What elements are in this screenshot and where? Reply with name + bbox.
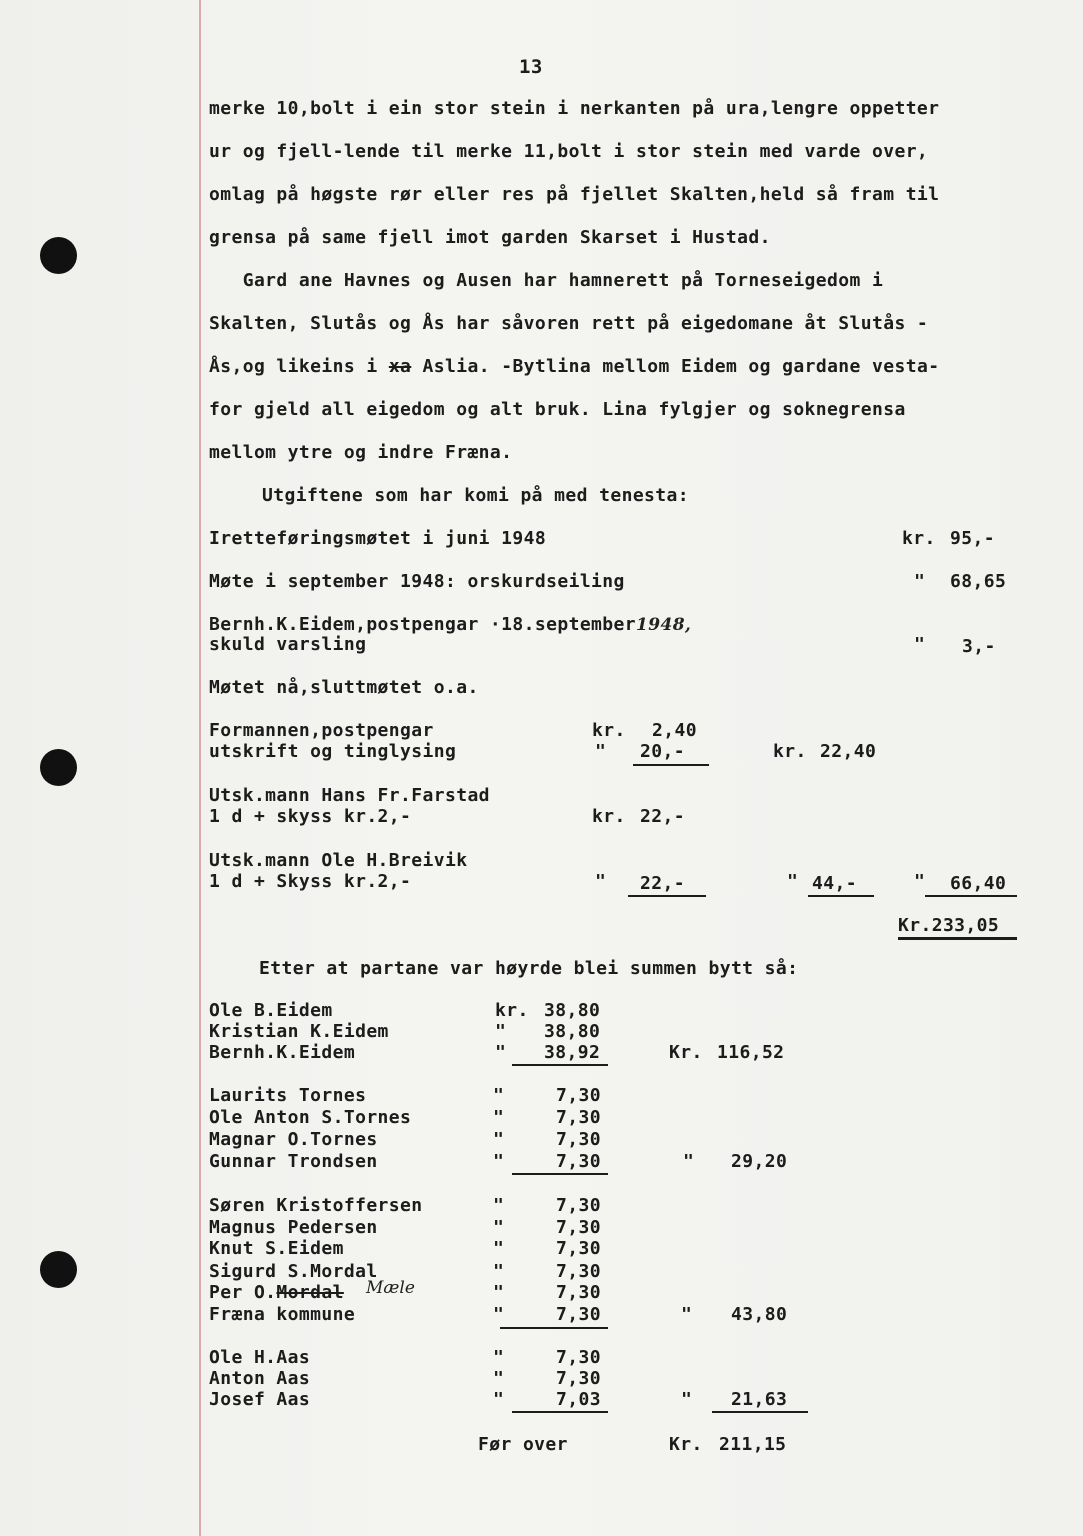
share-amount: 7,30 <box>556 1304 601 1325</box>
party-name: Fræna kommune <box>209 1304 356 1325</box>
currency-symbol: kr. <box>495 1000 529 1021</box>
ditto-mark: " <box>493 1389 505 1410</box>
underline <box>628 895 706 897</box>
party-name: Sigurd S.Mordal <box>209 1261 378 1282</box>
ditto-mark: " <box>493 1195 505 1216</box>
expense-text: Iretteføringsmøtet i juni 1948 <box>209 528 547 549</box>
party-name: Gunnar Trondsen <box>209 1151 378 1172</box>
ditto-mark: " <box>493 1347 505 1368</box>
ditto-mark: " <box>493 1107 505 1128</box>
currency-symbol: kr. <box>592 806 626 827</box>
share-amount: 7,30 <box>556 1217 601 1238</box>
text-segment: Aslia. -Bytlina mellom Eidem og gardane vesta- <box>422 356 940 377</box>
share-amount: 7,30 <box>556 1107 601 1128</box>
struck-text: Mordal <box>276 1282 344 1303</box>
punch-hole <box>40 749 77 786</box>
currency-symbol: kr. <box>773 741 807 762</box>
text-line: Møtet nå,sluttmøtet o.a. <box>209 677 479 698</box>
share-amount: 7,30 <box>556 1261 601 1282</box>
text-segment: Per O. <box>209 1282 277 1303</box>
subtotal-amount: 22,40 <box>820 741 877 762</box>
carry-over-amount: 211,15 <box>719 1434 787 1455</box>
ditto-mark: " <box>787 871 799 892</box>
ditto-mark: " <box>914 871 926 892</box>
underline <box>808 895 874 897</box>
subtotal-amount: 21,63 <box>731 1389 788 1410</box>
ditto-mark: " <box>595 871 607 892</box>
expense-amount: 20,- <box>640 741 685 762</box>
carry-over-label: Før over <box>478 1434 568 1455</box>
ditto-mark: " <box>493 1129 505 1150</box>
underline <box>512 1173 608 1175</box>
party-name: Magnus Pedersen <box>209 1217 378 1238</box>
share-amount: 7,30 <box>556 1085 601 1106</box>
ditto-mark: " <box>493 1238 505 1259</box>
text-line: omlag på høgste rør eller res på fjellet Skalten,held så fram til <box>209 184 940 205</box>
grand-total: Kr.233,05 <box>898 915 1000 936</box>
text-line: for gjeld all eigedom og alt bruk. Lina fylgjer og soknegrensa <box>209 399 906 420</box>
party-name: Bernh.K.Eidem <box>209 1042 356 1063</box>
party-name: Søren Kristoffersen <box>209 1195 423 1216</box>
share-amount: 38,80 <box>544 1021 601 1042</box>
expense-text: 1 d + skyss kr.2,- <box>209 806 412 827</box>
expense-amount: 3,- <box>962 636 996 657</box>
expense-text: Utsk.mann Ole H.Breivik <box>209 850 468 871</box>
text-segment: Bernh.K.Eidem,postpengar ·18.september <box>209 614 637 635</box>
party-name: Ole Anton S.Tornes <box>209 1107 412 1128</box>
subtotal-amount: 43,80 <box>731 1304 788 1325</box>
expense-text: skuld varsling <box>209 634 367 655</box>
subtotal-amount: 29,20 <box>731 1151 788 1172</box>
party-name: Josef Aas <box>209 1389 311 1410</box>
underline <box>512 1064 608 1066</box>
expense-amount: 22,- <box>640 806 685 827</box>
text-segment: Ås,og likeins i <box>209 356 378 377</box>
ditto-mark: " <box>493 1217 505 1238</box>
total-amount: 66,40 <box>950 873 1007 894</box>
subtotal-amount: 44,- <box>812 873 857 894</box>
underline <box>925 895 1017 897</box>
expenses-heading: Utgiftene som har komi på med tenesta: <box>262 485 690 506</box>
share-amount: 7,30 <box>556 1282 601 1303</box>
currency-symbol: Kr. <box>669 1042 703 1063</box>
party-name: Laurits Tornes <box>209 1085 367 1106</box>
ditto-mark: " <box>683 1151 695 1172</box>
share-amount: 7,30 <box>556 1238 601 1259</box>
expense-text: Møte i september 1948: orskurdseiling <box>209 571 625 592</box>
share-amount: 7,30 <box>556 1151 601 1172</box>
ditto-mark: " <box>493 1261 505 1282</box>
share-amount: 7,30 <box>556 1368 601 1389</box>
party-name: Anton Aas <box>209 1368 311 1389</box>
currency-symbol: kr. <box>902 528 936 549</box>
share-amount: 7,30 <box>556 1195 601 1216</box>
text-line: merke 10,bolt i ein stor stein i nerkanten på ura,lengre oppetter <box>209 98 940 119</box>
ditto-mark: " <box>493 1085 505 1106</box>
text-line: mellom ytre og indre Fræna. <box>209 442 513 463</box>
party-name: Magnar O.Tornes <box>209 1129 378 1150</box>
currency-symbol: Kr. <box>669 1434 703 1455</box>
expense-amount: 2,40 <box>652 720 697 741</box>
expense-text: 1 d + Skyss kr.2,- <box>209 871 412 892</box>
ditto-mark: " <box>595 741 607 762</box>
share-amount: 7,30 <box>556 1347 601 1368</box>
punch-hole <box>40 1251 77 1288</box>
party-name: Knut S.Eidem <box>209 1238 344 1259</box>
expense-text: Utsk.mann Hans Fr.Farstad <box>209 785 490 806</box>
party-name: Ole H.Aas <box>209 1347 311 1368</box>
share-amount: 38,80 <box>544 1000 601 1021</box>
share-amount: 7,30 <box>556 1129 601 1150</box>
split-heading: Etter at partane var høyrde blei summen bytt så: <box>259 958 799 979</box>
text-line <box>209 356 939 378</box>
margin-rule <box>199 0 201 1536</box>
ditto-mark: " <box>495 1042 507 1063</box>
underline <box>633 764 709 766</box>
expense-amount: 95,- <box>950 528 995 549</box>
party-name: Kristian K.Eidem <box>209 1021 389 1042</box>
party-name <box>209 1282 344 1304</box>
currency-symbol: kr. <box>592 720 626 741</box>
ditto-mark: " <box>493 1151 505 1172</box>
ditto-mark: " <box>493 1282 505 1303</box>
underline <box>712 1411 808 1413</box>
share-amount: 7,03 <box>556 1389 601 1410</box>
expense-amount: 22,- <box>640 873 685 894</box>
ditto-mark: " <box>681 1389 693 1410</box>
ditto-mark: " <box>495 1021 507 1042</box>
struck-text: xa <box>388 356 412 377</box>
text-line: grensa på same fjell imot garden Skarset i Hustad. <box>209 227 771 248</box>
underline <box>512 1411 608 1413</box>
expense-text: Formannen,postpengar <box>209 720 434 741</box>
handwritten-note: 1948, <box>636 615 692 635</box>
text-line: ur og fjell-lende til merke 11,bolt i stor stein med varde over, <box>209 141 929 162</box>
ditto-mark: " <box>914 571 926 592</box>
text-line: Gard ane Havnes og Ausen har hamnerett på Torneseigedom i <box>209 270 884 291</box>
double-underline <box>898 937 1017 940</box>
ditto-mark: " <box>681 1304 693 1325</box>
expense-text: utskrift og tinglysing <box>209 741 457 762</box>
ditto-mark: " <box>493 1368 505 1389</box>
expense-amount: 68,65 <box>950 571 1007 592</box>
text-line: Skalten, Slutås og Ås har såvoren rett på eigedomane åt Slutås - <box>209 313 929 334</box>
expense-text <box>209 614 691 636</box>
share-amount: 38,92 <box>544 1042 601 1063</box>
page-number: 13 <box>519 56 543 78</box>
party-name: Ole B.Eidem <box>209 1000 333 1021</box>
punch-hole <box>40 237 77 274</box>
underline <box>500 1327 608 1329</box>
ditto-mark: " <box>914 634 926 655</box>
subtotal-amount: 116,52 <box>717 1042 785 1063</box>
handwritten-note: Mæle <box>366 1278 415 1298</box>
ditto-mark: " <box>493 1304 505 1325</box>
